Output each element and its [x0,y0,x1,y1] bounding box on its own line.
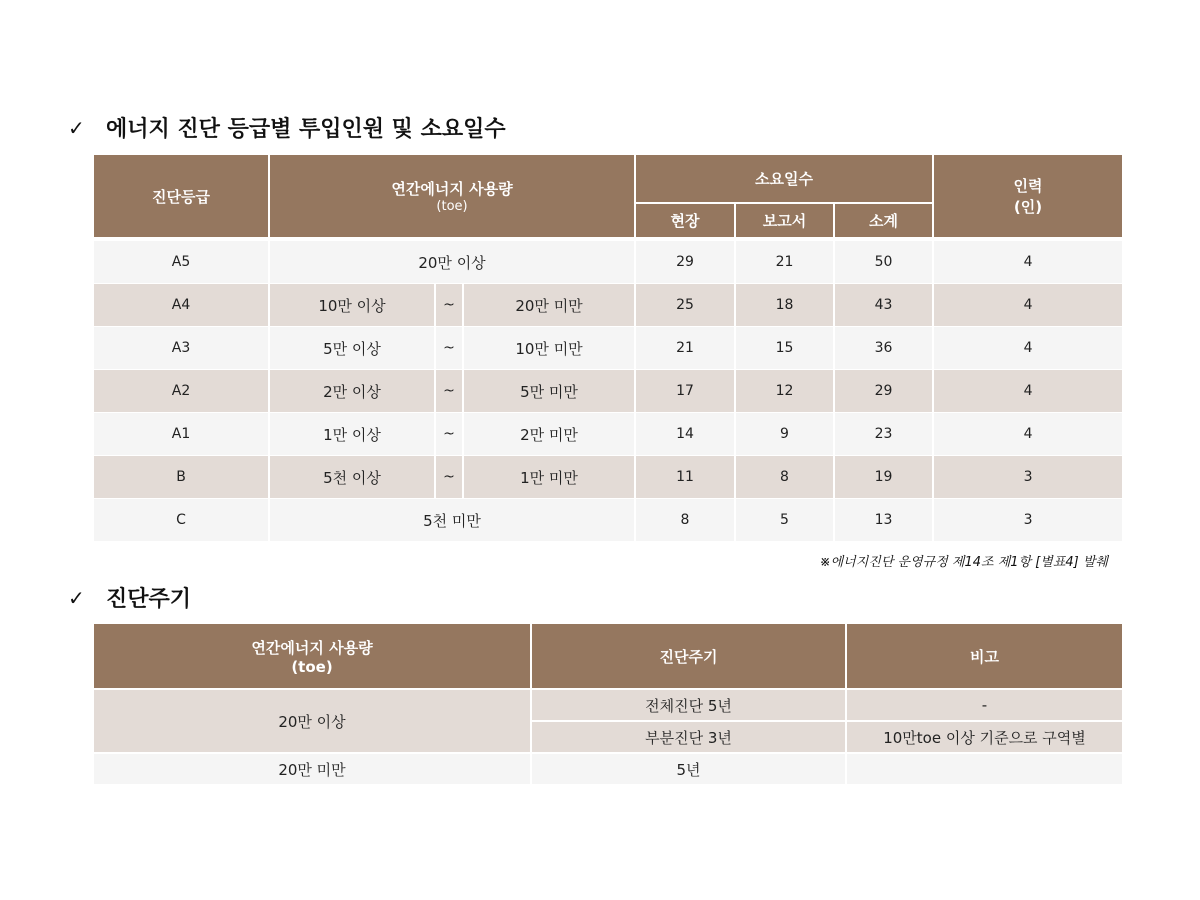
usage-from-cell: 1만 이상 [269,413,435,456]
staff-cell: 3 [933,499,1123,542]
usage-to-cell: 10만 미만 [463,327,635,370]
site-days-cell: 8 [635,499,735,542]
site-days-cell: 14 [635,413,735,456]
header-subtotal: 소계 [834,203,933,239]
grade-cell: A3 [93,327,269,370]
table-row [93,327,1123,370]
staff-cell: 4 [933,370,1123,413]
usage-to-cell: 2만 미만 [463,413,635,456]
grade-cell: A1 [93,413,269,456]
subtotal-cell: 23 [834,413,933,456]
table-row [93,753,1123,784]
grade-cell: C [93,499,269,542]
usage-cell: 20만 이상 [93,689,531,753]
table-row [93,413,1123,456]
tilde-cell: ~ [435,370,463,413]
section-title-grades [68,112,506,143]
grade-cell: A5 [93,239,269,284]
staff-cell: 4 [933,239,1123,284]
site-days-cell: 17 [635,370,735,413]
usage-to-cell: 5만 미만 [463,370,635,413]
header-usage-line1: 연간에너지 사용량 [391,180,513,198]
usage-cell: 20만 미만 [93,753,531,784]
remark-cell: 10만toe 이상 기준으로 구역별 [846,721,1123,753]
header-usage [93,623,531,689]
table-row [93,239,1123,284]
section-title-cycle [68,582,191,613]
tilde-cell: ~ [435,327,463,370]
header-report: 보고서 [735,203,834,239]
header-cycle: 진단주기 [531,623,846,689]
header-staff [933,154,1123,239]
table-row [93,499,1123,542]
subtotal-cell: 43 [834,284,933,327]
usage-from-cell: 5만 이상 [269,327,435,370]
subtotal-cell: 36 [834,327,933,370]
tilde-cell: ~ [435,284,463,327]
section-title-text: 진단주기 [106,587,192,612]
report-days-cell: 21 [735,239,834,284]
usage-from-cell: 10만 이상 [269,284,435,327]
header-usage [269,154,635,239]
report-days-cell: 18 [735,284,834,327]
table-row [93,456,1123,499]
table-row [93,689,1123,721]
staff-cell: 4 [933,413,1123,456]
section-title-text: 에너지 진단 등급별 투입인원 및 소요일수 [106,117,506,142]
header-usage-line1: 연간에너지 사용량 [251,638,373,657]
header-staff-line1: 인력 [1013,177,1043,195]
usage-cell: 20만 이상 [269,239,635,284]
grade-cell: A4 [93,284,269,327]
cycle-table [92,622,1124,784]
site-days-cell: 29 [635,239,735,284]
table-row [93,284,1123,327]
grade-cell: A2 [93,370,269,413]
usage-cell: 5천 미만 [269,499,635,542]
header-usage-line2: (toe) [291,657,333,676]
subtotal-cell: 13 [834,499,933,542]
subtotal-cell: 29 [834,370,933,413]
remark-cell: - [846,689,1123,721]
subtotal-cell: 19 [834,456,933,499]
usage-to-cell: 1만 미만 [463,456,635,499]
cycle-cell: 전체진단 5년 [531,689,846,721]
checkmark-icon: ✓ [68,115,85,140]
tilde-cell: ~ [435,413,463,456]
site-days-cell: 21 [635,327,735,370]
header-remark: 비고 [846,623,1123,689]
table-row [93,370,1123,413]
site-days-cell: 25 [635,284,735,327]
site-days-cell: 11 [635,456,735,499]
usage-from-cell: 5천 이상 [269,456,435,499]
staff-cell: 3 [933,456,1123,499]
subtotal-cell: 50 [834,239,933,284]
usage-to-cell: 20만 미만 [463,284,635,327]
cycle-cell: 부분진단 3년 [531,721,846,753]
header-staff-line2: (인) [1013,198,1043,216]
grade-cell: B [93,456,269,499]
report-days-cell: 5 [735,499,834,542]
staff-cell: 4 [933,284,1123,327]
tilde-cell: ~ [435,456,463,499]
checkmark-icon: ✓ [68,585,85,610]
report-days-cell: 12 [735,370,834,413]
remark-cell [846,753,1123,784]
usage-from-cell: 2만 이상 [269,370,435,413]
header-usage-line2: (toe) [436,199,468,214]
cycle-cell: 5년 [531,753,846,784]
report-days-cell: 8 [735,456,834,499]
header-grade: 진단등급 [93,154,269,239]
header-days: 소요일수 [635,154,933,203]
source-note: ※에너지진단 운영규정 제14조 제1항 [별표4] 발췌 [819,555,1108,570]
grade-table [92,153,1124,541]
staff-cell: 4 [933,327,1123,370]
report-days-cell: 15 [735,327,834,370]
header-site: 현장 [635,203,735,239]
report-days-cell: 9 [735,413,834,456]
